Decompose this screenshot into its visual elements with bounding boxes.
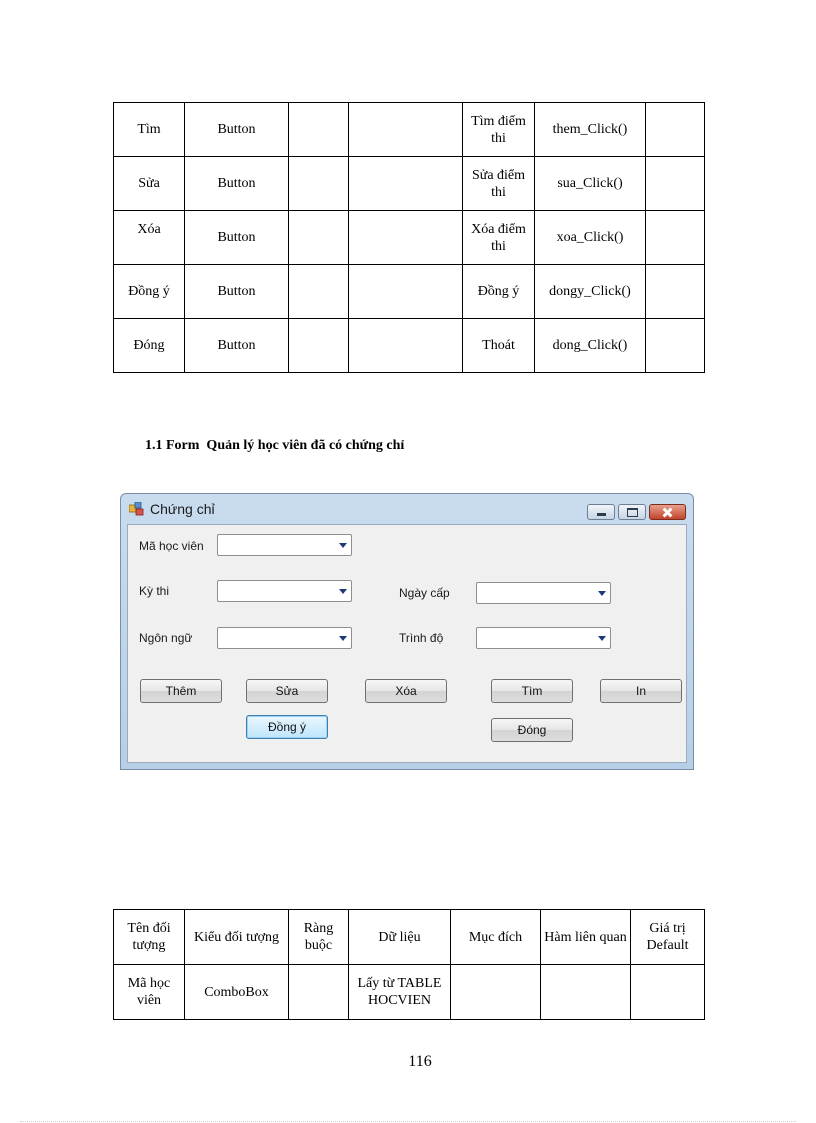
table-cell (451, 965, 541, 1020)
chevron-down-icon (339, 589, 347, 594)
title-bar[interactable] (121, 494, 693, 524)
table-cell: Button (185, 103, 289, 157)
chevron-down-icon (598, 591, 606, 596)
label-ngon-ngu: Ngôn ngữ (139, 631, 193, 645)
table-cell (289, 211, 349, 265)
page-number: 116 (408, 1053, 432, 1070)
chevron-down-icon (598, 636, 606, 641)
table-cell: dong_Click() (535, 319, 646, 373)
object-table-bottom (113, 909, 705, 1020)
table-cell: Tìm (114, 103, 185, 157)
table-cell: dongy_Click() (535, 265, 646, 319)
table-cell (289, 103, 349, 157)
minimize-button[interactable] (587, 504, 615, 520)
table-cell: sua_Click() (535, 157, 646, 211)
table-cell: Tìm điểm thi (463, 103, 535, 157)
table-cell: Mã học viên (114, 965, 185, 1020)
table-cell: Đồng ý (463, 265, 535, 319)
table-cell: xoa_Click() (535, 211, 646, 265)
table-cell: Đồng ý (114, 265, 185, 319)
form-window (120, 493, 694, 770)
table-cell (349, 211, 463, 265)
table-cell (349, 157, 463, 211)
trinh-do-combobox[interactable] (476, 627, 611, 649)
chevron-down-icon (339, 636, 347, 641)
table-row (114, 319, 705, 373)
form-client-area (127, 524, 687, 763)
label-ngay-cap: Ngày cấp (399, 586, 450, 600)
table-cell (631, 965, 705, 1020)
table-cell: them_Click() (535, 103, 646, 157)
table-header-row (114, 910, 705, 965)
table-cell (349, 265, 463, 319)
table-header-cell: Tên đối tượng (114, 910, 185, 965)
table-row (114, 157, 705, 211)
table-cell: Button (185, 319, 289, 373)
table-header-cell: Hàm liên quan (541, 910, 631, 965)
ky-thi-combobox[interactable] (217, 580, 352, 602)
table-cell: Xóa điểm thi (463, 211, 535, 265)
table-cell (541, 965, 631, 1020)
label-ky-thi: Kỳ thi (139, 584, 170, 598)
table-cell: Lấy từ TABLE HOCVIEN (349, 965, 451, 1020)
table-cell: ComboBox (185, 965, 289, 1020)
table-header-cell: Giá trị Default (631, 910, 705, 965)
table-header-cell: Kiểu đối tượng (185, 910, 289, 965)
maximize-button[interactable] (618, 504, 646, 520)
app-icon (129, 502, 145, 516)
table-header-cell: Ràng buộc (289, 910, 349, 965)
table-header-cell: Mục đích (451, 910, 541, 965)
ngay-cap-combobox[interactable] (476, 582, 611, 604)
table-cell (646, 103, 705, 157)
table-cell (289, 265, 349, 319)
chevron-down-icon (339, 543, 347, 548)
table-cell (289, 319, 349, 373)
table-cell (289, 157, 349, 211)
dong-button[interactable]: Đóng (491, 718, 573, 742)
table-cell (349, 103, 463, 157)
table-row (114, 965, 705, 1020)
table-cell: Button (185, 211, 289, 265)
table-cell: Button (185, 157, 289, 211)
dong-y-button[interactable]: Đồng ý (246, 715, 328, 739)
table-cell: Sửa (114, 157, 185, 211)
window-title: Chứng chỉ (150, 501, 215, 517)
table-cell: Thoát (463, 319, 535, 373)
them-button[interactable]: Thêm (140, 679, 222, 703)
sua-button[interactable]: Sửa (246, 679, 328, 703)
table-cell (646, 265, 705, 319)
label-trinh-do: Trình độ (399, 631, 444, 645)
table-cell: Đóng (114, 319, 185, 373)
table-cell: Button (185, 265, 289, 319)
table-cell (646, 211, 705, 265)
table-cell (289, 965, 349, 1020)
close-button[interactable] (649, 504, 686, 520)
table-header-cell: Dữ liệu (349, 910, 451, 965)
table-row (114, 265, 705, 319)
object-table-top (113, 102, 705, 373)
table-cell (349, 319, 463, 373)
table-cell (646, 319, 705, 373)
tim-button[interactable]: Tìm (491, 679, 573, 703)
page-bottom-rule (20, 1121, 796, 1122)
xoa-button[interactable]: Xóa (365, 679, 447, 703)
table-cell (646, 157, 705, 211)
ma-hoc-vien-combobox[interactable] (217, 534, 352, 556)
table-cell: Xóa (114, 211, 185, 265)
in-button[interactable]: In (600, 679, 682, 703)
table-cell: Sửa điểm thi (463, 157, 535, 211)
table-row (114, 211, 705, 265)
section-heading: 1.1 Form Quản lý học viên đã có chứng chỉ (145, 438, 405, 453)
label-ma-hoc-vien: Mã học viên (139, 539, 204, 553)
ngon-ngu-combobox[interactable] (217, 627, 352, 649)
table-row (114, 103, 705, 157)
